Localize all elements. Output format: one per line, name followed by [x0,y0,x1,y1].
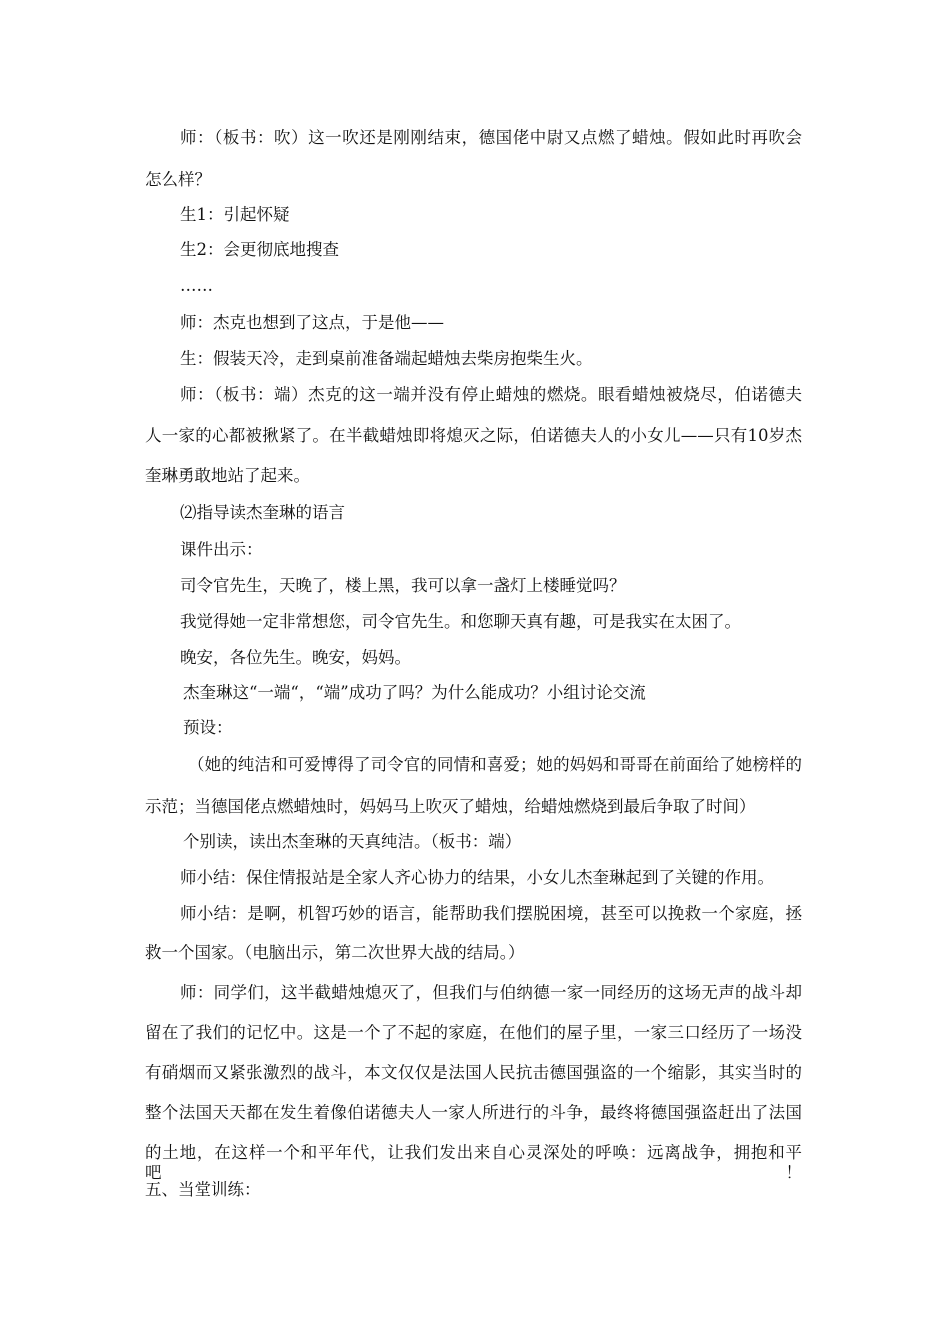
paragraph-line: 我觉得她一定非常想您，司令官先生。和您聊天真有趣，可是我实在太困了。 [180,612,741,631]
paragraph-line: 有硝烟而又紧张激烈的战斗，本文仅仅是法国人民抗击德国强盗的一个缩影，其实当时的 [145,1063,802,1082]
paragraph-line: 师：（板书：吹）这一吹还是刚刚结束，德国佬中尉又点燃了蜡烛。假如此时再吹会 [180,128,802,147]
paragraph-line: 救一个国家。（电脑出示，第二次世界大战的结局。） [145,943,525,962]
paragraph-line: 师：杰克也想到了这点，于是他—— [180,313,444,332]
paragraph-line: 司令官先生，天晚了，楼上黑，我可以拿一盏灯上楼睡觉吗？ [180,576,626,595]
paragraph-line: 课件出示： [180,540,263,559]
paragraph-line: 师小结：是啊，机智巧妙的语言，能帮助我们摆脱困境，甚至可以挽救一个家庭，拯 [180,904,802,923]
paragraph-line: 人一家的心都被揪紧了。在半截蜡烛即将熄灭之际，伯诺德夫人的小女儿——只有10岁杰 [145,426,802,445]
section-heading: 五、当堂训练： [145,1180,261,1199]
paragraph-line: 个别读，读出杰奎琳的天真纯洁。（板书：端） [183,832,522,851]
paragraph-line: 示范；当德国佬点燃蜡烛时，妈妈马上吹灭了蜡烛，给蜡烛燃烧到最后争取了时间） [145,797,756,816]
paragraph-line: （她的纯洁和可爱博得了司令官的同情和喜爱；她的妈妈和哥哥在前面给了她榜样的 [188,755,802,774]
paragraph-line: 杰奎琳这“一端“，“端”成功了吗？为什么能成功？小组讨论交流 [183,683,646,702]
paragraph-line: 师：（板书：端）杰克的这一端并没有停止蜡烛的燃烧。眼看蜡烛被烧尽，伯诺德夫 [180,385,802,404]
paragraph-line: 留在了我们的记忆中。这是一个了不起的家庭，在他们的屋子里，一家三口经历了一场没 [145,1023,802,1042]
paragraph-line: …… [180,276,213,295]
paragraph-line: 生：假装天冷，走到桌前准备端起蜡烛去柴房抱柴生火。 [180,349,593,368]
paragraph-line: ⑵指导读杰奎琳的语言 [180,503,345,522]
paragraph-line: 生1：引起怀疑 [180,205,290,224]
paragraph-line: 整个法国天天都在发生着像伯诺德夫人一家人所进行的斗争，最终将德国强盗赶出了法国 [145,1103,802,1122]
paragraph-line: 的土地，在这样一个和平年代，让我们发出来自心灵深处的呼唤：远离战争，拥抱和平吧！ [145,1143,802,1182]
paragraph-line: 奎琳勇敢地站了起来。 [145,466,310,485]
paragraph-line: 师：同学们，这半截蜡烛熄灭了，但我们与伯纳德一家一同经历的这场无声的战斗却 [180,983,802,1002]
paragraph-line: 师小结：保住情报站是全家人齐心协力的结果，小女儿杰奎琳起到了关键的作用。 [180,868,774,887]
paragraph-line: 生2：会更彻底地搜查 [180,240,339,259]
paragraph-line: 晚安，各位先生。晚安，妈妈。 [180,648,411,667]
paragraph-line: 怎么样？ [145,170,211,189]
paragraph-line: 预设： [183,718,233,737]
